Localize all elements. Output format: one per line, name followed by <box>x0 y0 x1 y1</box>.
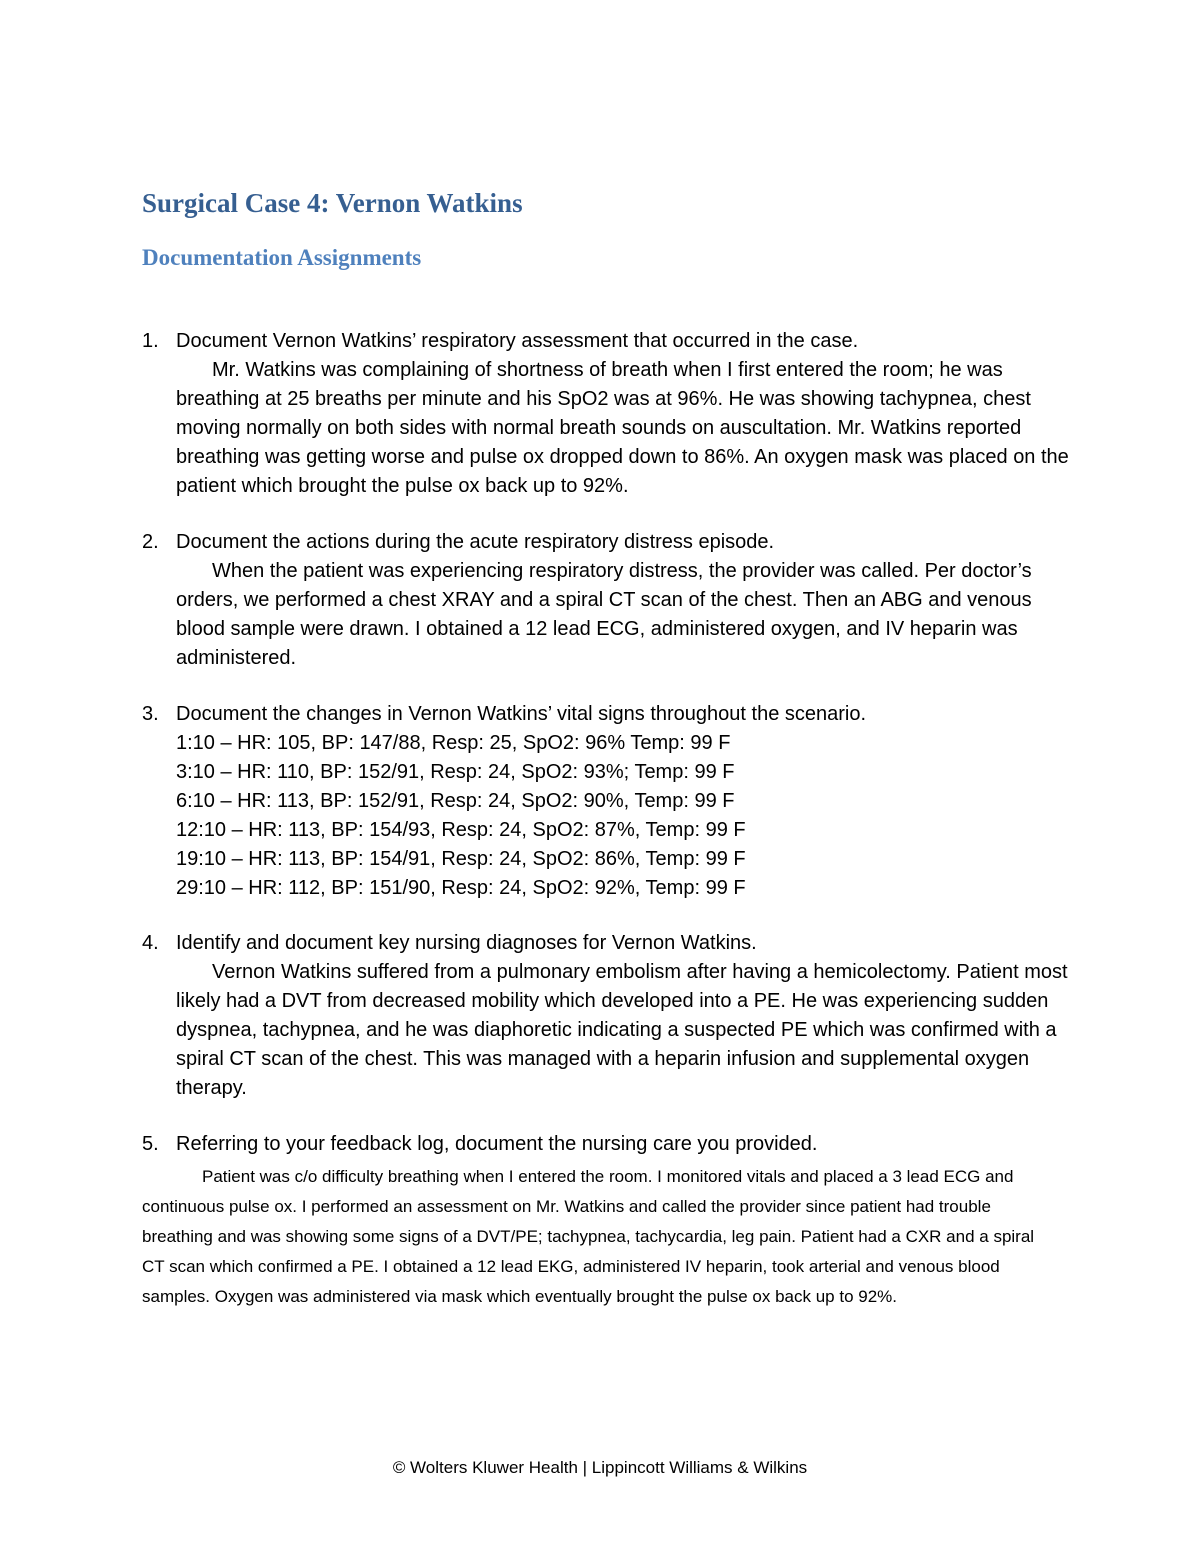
vitals-entry: 6:10 – HR: 113, BP: 152/91, Resp: 24, SpO2: 90%, Temp: 99 F <box>176 790 735 812</box>
item-answer: Vernon Watkins suffered from a pulmonary embolism after having a hemicolectomy. Patient most likely had a DVT from decreased mobility which developed into a PE. He was experiencing sudden dyspnea, tachypnea, and he was diaphoretic indicating a suspected PE which was confirmed with a spiral CT scan of the chest. This was managed with a heparin infusion and supplemental oxygen therapy. <box>176 961 1068 1099</box>
item-number: 4. <box>142 932 159 954</box>
item-question: Document the changes in Vernon Watkins’ vital signs throughout the scenario. <box>176 703 867 725</box>
vitals-entry: 1:10 – HR: 105, BP: 147/88, Resp: 25, SpO2: 96% Temp: 99 F <box>176 732 731 754</box>
vitals-entry: 12:10 – HR: 113, BP: 154/93, Resp: 24, SpO2: 87%, Temp: 99 F <box>176 819 746 841</box>
item-question: Document the actions during the acute respiratory distress episode. <box>176 531 775 553</box>
list-item-3 <box>142 700 1072 903</box>
item-number: 1. <box>142 330 159 352</box>
list-item-4 <box>142 929 1072 1103</box>
vitals-entry: 19:10 – HR: 113, BP: 154/91, Resp: 24, SpO2: 86%, Temp: 99 F <box>176 848 746 870</box>
page-title: Surgical Case 4: Vernon Watkins <box>142 188 523 218</box>
item-number: 2. <box>142 531 159 553</box>
vitals-list <box>176 729 1072 903</box>
section-subtitle: Documentation Assignments <box>142 245 422 270</box>
list-item-1 <box>142 327 1072 501</box>
vitals-entry: 3:10 – HR: 110, BP: 152/91, Resp: 24, SpO2: 93%; Temp: 99 F <box>176 761 735 783</box>
item-answer: Patient was c/o difficulty breathing when I entered the room. I monitored vitals and placed a 3 lead ECG and continuous pulse ox. I performed an assessment on Mr. Watkins and called the provider since patient had trouble breathing and was showing some signs of a DVT/PE; tachypnea, tachycardia, leg pain. Patient had a CXR and a spiral CT scan which confirmed a PE. I obtained a 12 lead EKG, administered IV heparin, took arterial and venous blood samples. Oxygen was administered via mask which eventually brought the pulse ox back up to 92%. <box>142 1167 1035 1306</box>
item-number: 3. <box>142 703 159 725</box>
item-number: 5. <box>142 1133 159 1155</box>
list-item-5 <box>142 1130 1072 1312</box>
list-item-2 <box>142 528 1072 673</box>
vitals-entry: 29:10 – HR: 112, BP: 151/90, Resp: 24, SpO2: 92%, Temp: 99 F <box>176 877 746 899</box>
item-answer: When the patient was experiencing respiratory distress, the provider was called. Per doctor’s orders, we performed a chest XRAY and a spiral CT scan of the chest. Then an ABG and venous blood sample were drawn. I obtained a 12 lead ECG, administered oxygen, and IV heparin was administered. <box>176 560 1032 669</box>
item-question: Referring to your feedback log, document the nursing care you provided. <box>176 1133 818 1155</box>
item-answer: Mr. Watkins was complaining of shortness of breath when I first entered the room; he was breathing at 25 breaths per minute and his SpO2 was at 96%. He was showing tachypnea, chest moving normally on both sides with normal breath sounds on auscultation. Mr. Watkins reported breathing was getting worse and pulse ox dropped down to 86%. An oxygen mask was placed on the patient which brought the pulse ox back up to 92%. <box>176 359 1069 497</box>
page-footer: © Wolters Kluwer Health | Lippincott Williams & Wilkins <box>392 1458 808 1477</box>
item-question: Document Vernon Watkins’ respiratory assessment that occurred in the case. <box>176 330 859 352</box>
item-question: Identify and document key nursing diagnoses for Vernon Watkins. <box>176 932 757 954</box>
